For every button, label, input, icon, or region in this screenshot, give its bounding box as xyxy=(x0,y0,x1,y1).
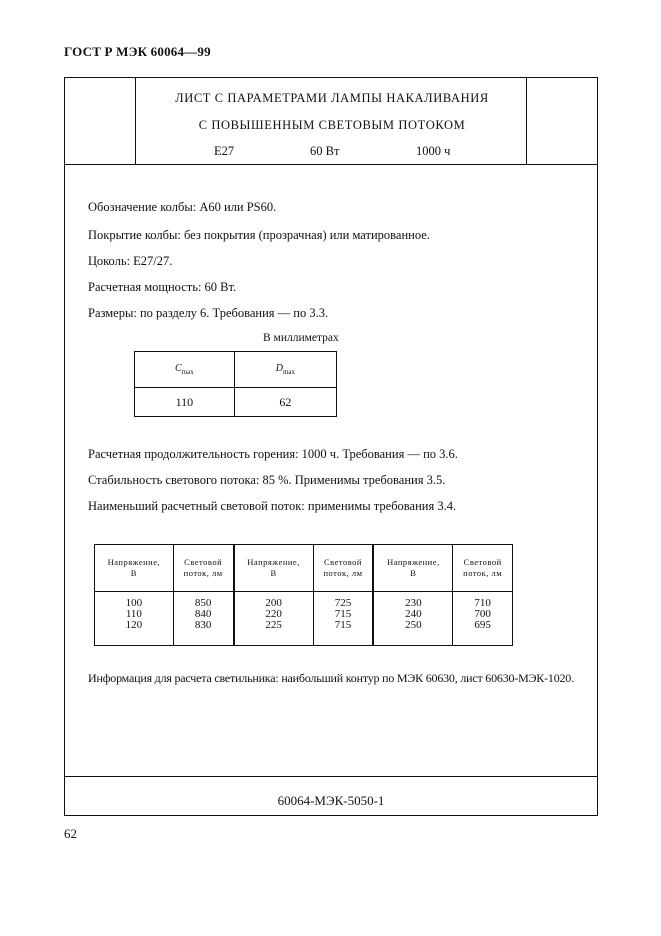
min-flux-requirement: Наименьший расчетный световой поток: применимы требования 3.4. xyxy=(88,499,457,513)
fluxes-group-2: 725 715 715 xyxy=(313,592,373,646)
table-row xyxy=(95,592,513,646)
sheet-title-line2: С ПОВЫШЕННЫМ СВЕТОВЫМ ПОТОКОМ xyxy=(198,118,466,132)
dimensions-table xyxy=(134,351,337,417)
rated-life: 1000 ч xyxy=(416,144,451,158)
flux-header-2: Световой поток, лм xyxy=(313,545,373,592)
fluxes-group-1: 850 840 830 xyxy=(173,592,233,646)
voltages-group-3: 230 240 250 xyxy=(373,592,452,646)
voltage-header-2: Напряжение, В xyxy=(234,545,313,592)
bulb-coating: Покрытие колбы: без покрытия (прозрачная) или матированное. xyxy=(88,228,430,242)
footer-divider xyxy=(64,776,598,777)
rated-power: 60 Вт xyxy=(310,144,340,158)
flux-header-1: Световой поток, лм xyxy=(173,545,233,592)
life-requirement: Расчетная продолжительность горения: 1000 ч. Требования — по 3.6. xyxy=(88,447,458,461)
voltages-group-1: 100 110 120 xyxy=(95,592,174,646)
power-spec: Расчетная мощность: 60 Вт. xyxy=(88,280,237,294)
d-max-value: 62 xyxy=(234,388,336,417)
c-max-value: 110 xyxy=(135,388,235,417)
luminaire-design-info: Информация для расчета светильника: наибольший контур по МЭК 60630, лист 60630-МЭК-1020. xyxy=(88,671,574,685)
flux-stability: Стабильность светового потока: 85 %. Применимы требования 3.5. xyxy=(88,473,446,487)
voltage-header-3: Напряжение, В xyxy=(373,545,452,592)
voltages-group-2: 200 220 225 xyxy=(234,592,313,646)
table-row xyxy=(135,388,337,417)
bulb-designation: Обозначение колбы: A60 или PS60. xyxy=(88,200,277,214)
sheet-code: 60064-МЭК-5050-1 xyxy=(277,793,385,808)
d-max-header: $D_{max}$ xyxy=(234,352,336,388)
flux-header-3: Световой поток, лм xyxy=(453,545,513,592)
table-header-row xyxy=(95,545,513,592)
voltage-flux-table xyxy=(94,544,513,646)
table-header-row xyxy=(135,352,337,388)
dimensions-spec: Размеры: по разделу 6. Требования — по 3.3. xyxy=(88,306,329,320)
cap-spec: Цоколь: E27/27. xyxy=(88,254,173,268)
page-number: 62 xyxy=(64,826,77,841)
cap-type: E27 xyxy=(214,144,235,158)
dimensions-unit-caption: В миллиметрах xyxy=(263,332,339,344)
c-max-header: $C_{max}$ xyxy=(135,352,235,388)
voltage-header-1: Напряжение, В xyxy=(95,545,174,592)
document-header: ГОСТ Р МЭК 60064—99 xyxy=(64,44,211,59)
fluxes-group-3: 710 700 695 xyxy=(453,592,513,646)
title-block xyxy=(64,77,598,165)
sheet-title-line1: ЛИСТ С ПАРАМЕТРАМИ ЛАМПЫ НАКАЛИВАНИЯ xyxy=(175,91,489,105)
